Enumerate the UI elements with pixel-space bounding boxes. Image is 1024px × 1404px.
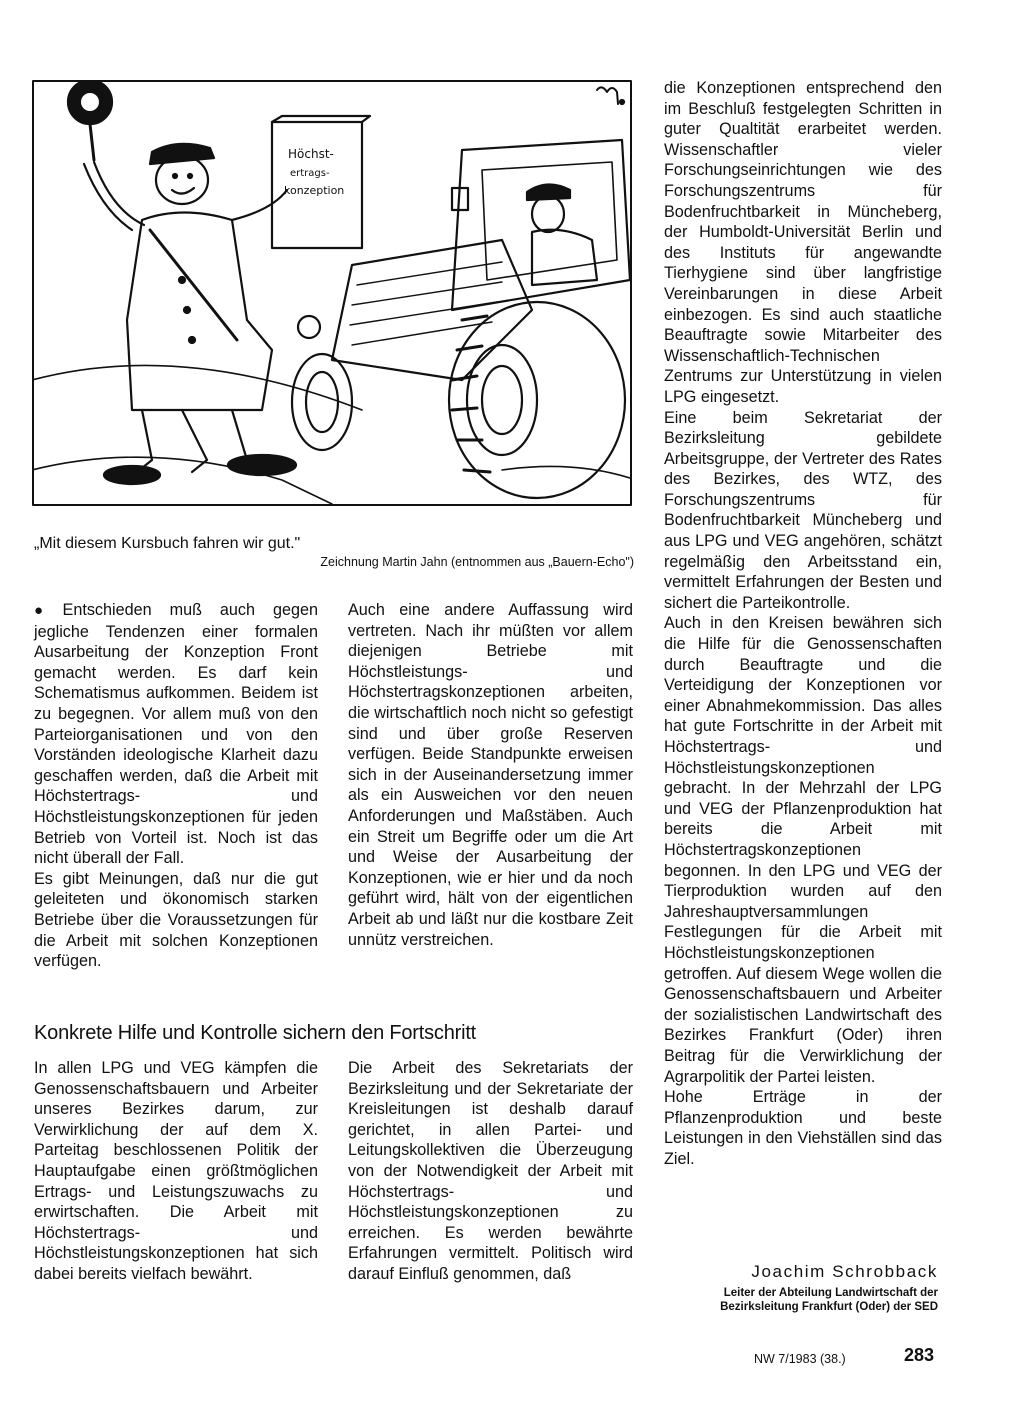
author-role-line: Leiter der Abteilung Landwirtschaft der: [723, 1287, 938, 1299]
paragraph: ● Entschieden muß auch gegen jegliche Tendenzen einer formalen Ausarbeitung der Konzeption Front gemacht werden. Es darf kein Schematismus aufkommen. Beidem ist zu begegnen. Vor allem muß von den Parteiorganisationen und von den Vorständen ideologische Klarheit dazu geschaffen werden, daß die Arbeit mit Höchstertrags- und Höchstleistungskonzeptionen für jeden Betrieb von Vorteil ist. Noch ist das nicht überall der Fall.: [34, 600, 318, 869]
cartoon-illustration: [32, 80, 632, 506]
sign-text-line-2: ertrags-: [290, 168, 330, 179]
page-number: 283: [904, 1345, 935, 1365]
paragraph: Auch eine andere Auffassung wird vertreten. Nach ihr müßten vor allem diejenigen Betriebe mit Höchstleistungs- und Höchstertragskonzeptionen arbeiten, die wirtschaftlich noch nicht so gefestigt sind und über große Reserven verfügen. Beide Standpunkte erweisen sich in der Auseinandersetzung immer als ein Ausweichen vor den neuen Anforderungen und Maßstäben. Auch ein Streit um Begriffe oder um die Art und Weise der Ausarbeitung der Konzeptionen, wie er hier und da noch geführt wird, hält von der eigentlichen Arbeit ab und läßt nur die kostbare Zeit unnütz verstreichen.: [348, 601, 633, 949]
author-role: [620, 1286, 938, 1314]
author-name: Joachim Schrobback: [751, 1262, 938, 1281]
paragraph: In allen LPG und VEG kämpfen die Genossenschaftsbauern und Arbeiter unseres Bezirkes darum, zur Verwirklichung der auf dem X. Parteitag beschlossenen Politik der Hauptaufgabe einen größtmöglichen Ertrags- und Leistungszuwachs zu erwirtschaften. Die Arbeit mit Höchstertrags- und Höchstleistungskonzeptionen hat sich dabei bereits vielfach bewährt.: [34, 1059, 318, 1283]
sign-text-line-3: konzeption: [284, 184, 345, 197]
column-3: [664, 78, 942, 1169]
column-1-bottom: [34, 1058, 318, 1285]
caption-quote: „Mit diesem Kursbuch fahren wir gut.": [34, 535, 301, 552]
paragraph: Die Arbeit des Sekretariats der Bezirksleitung und der Sekretariate der Kreisleitungen ist deshalb darauf gerichtet, in allen Partei- und Leitungskollektiven die Überzeugung von der Notwendigkeit der Arbeit mit Höchstertrags- und Höchstleistungskonzeptionen zu erreichen. Es werden bewährte Erfahrungen vermittelt. Politisch wird darauf Einfluß genommen, daß: [348, 1059, 633, 1283]
caption-credit: Zeichnung Martin Jahn (entnommen aus „Bauern-Echo"): [320, 555, 634, 569]
author-role-line: Bezirksleitung Frankfurt (Oder) der SED: [720, 1301, 938, 1313]
sign-text-line-1: Höchst-: [288, 147, 334, 161]
paragraph: Auch in den Kreisen bewähren sich die Hilfe für die Genossenschaften durch Beauftragte und die Verteidigung der Konzeptionen vor einer Abnahmekommission. Das alles hat gute Fortschritte in der Arbeit mit Höchstertrags- und Höchstleistungskonzeptionen gebracht. In der Mehrzahl der LPG und VEG der Pflanzenproduktion hat bereits die Arbeit mit Höchstertragskonzeptionen begonnen. In den LPG und VEG der Tierproduktion wurden auf den Jahreshauptversammlungen Festlegungen für die Arbeit mit Höchstleistungskonzeptionen getroffen. Auf diesem Wege wollen die Genossenschaftsbauern und Arbeiter der sozialistischen Landwirtschaft des Bezirkes Frankfurt (Oder) ihren Beitrag für die Verwirklichung der Agrarpolitik der Partei leisten.: [664, 614, 942, 1086]
issue-reference: NW 7/1983 (38.): [754, 1352, 846, 1366]
column-1-top: [34, 600, 318, 972]
paragraph: Eine beim Sekretariat der Bezirksleitung gebildete Arbeitsgruppe, der Vertreter des Rates des Bezirkes, des WTZ, des Forschungszentrums für Bodenfruchtbarkeit Müncheberg und aus LPG und VEG angehören, schätzt regelmäßig den Arbeitsstand ein, vermittelt Erfahrungen der Besten und sichert die Parteikontrolle.: [664, 408, 942, 612]
paragraph: Hohe Erträge in der Pflanzenproduktion und beste Leistungen in den Viehställen sind das Ziel.: [664, 1088, 942, 1168]
paragraph: Es gibt Meinungen, daß nur die gut geleiteten und ökonomisch starken Betriebe über die Voraussetzungen für die Arbeit mit solchen Konzeptionen verfügen.: [34, 869, 318, 971]
paragraph: die Konzeptionen entsprechend den im Beschluß festgelegten Schritten in guter Qualtität erarbeitet werden. Wissenschaftler vieler Forschungseinrichtungen wie des Forschungszentrums für Bodenfruchtbarkeit in Müncheberg, der Humboldt-Universität Berlin und des Instituts für angewandte Tierhygiene sind über langfristige Vereinbarungen in diese Arbeit einbezogen. Es sind auch staatliche Beauftragte sowie Mitarbeiter des Wissenschaftlich-Technischen Zentrums zur Unterstützung in vielen LPG eingesetzt.: [664, 79, 942, 406]
section-heading: Konkrete Hilfe und Kontrolle sichern den Fortschritt: [34, 1022, 477, 1044]
column-2-top: [348, 600, 633, 950]
cartoon-caption: [34, 535, 634, 569]
column-2-bottom: [348, 1058, 633, 1285]
